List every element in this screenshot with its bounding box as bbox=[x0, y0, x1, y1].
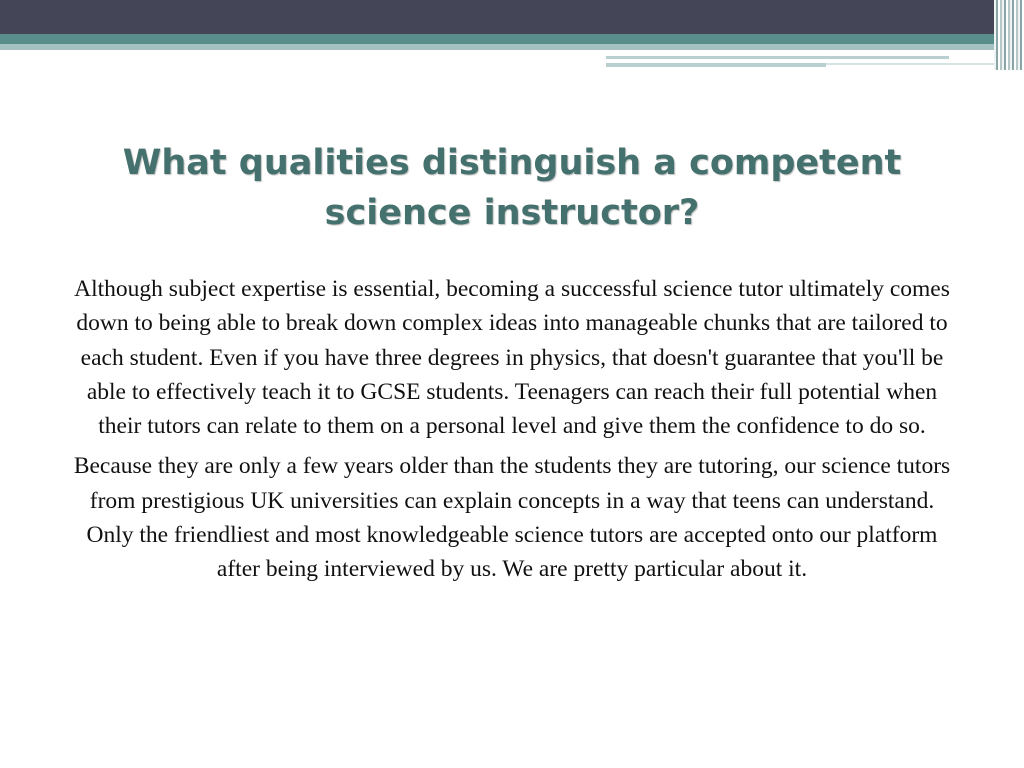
header-accent-line bbox=[606, 56, 949, 59]
slide-title: What qualities distinguish a competent science instructor? bbox=[122, 143, 902, 233]
header-light-bar bbox=[0, 44, 1024, 50]
slide-body bbox=[66, 272, 958, 593]
header-accent-line bbox=[826, 63, 996, 65]
body-paragraph: Although subject expertise is essential, becoming a successful science tutor ultimately comes down to being able to break down complex ideas into manageable chunks that are tailored to each student. Even if you have three degrees in physics, that doesn't guarantee that you'll be able to effectively teach it to GCSE students. Teenagers can reach their full potential when their tutors can relate to them on a personal level and give them the confidence to do so. bbox=[74, 276, 950, 440]
body-paragraph: Because they are only a few years older than the students they are tutoring, our science tutors from prestigious UK universities can explain concepts in a way that teens can understand. Only the friendliest and most knowledgeable science tutors are accepted onto our platform after being interviewed by us. We are pretty particular about it. bbox=[73, 453, 951, 583]
header-accent-line bbox=[606, 63, 826, 67]
header-edge-stripes bbox=[994, 0, 1024, 70]
header-dark-bar bbox=[0, 0, 1024, 34]
header-teal-bar bbox=[0, 34, 1024, 44]
